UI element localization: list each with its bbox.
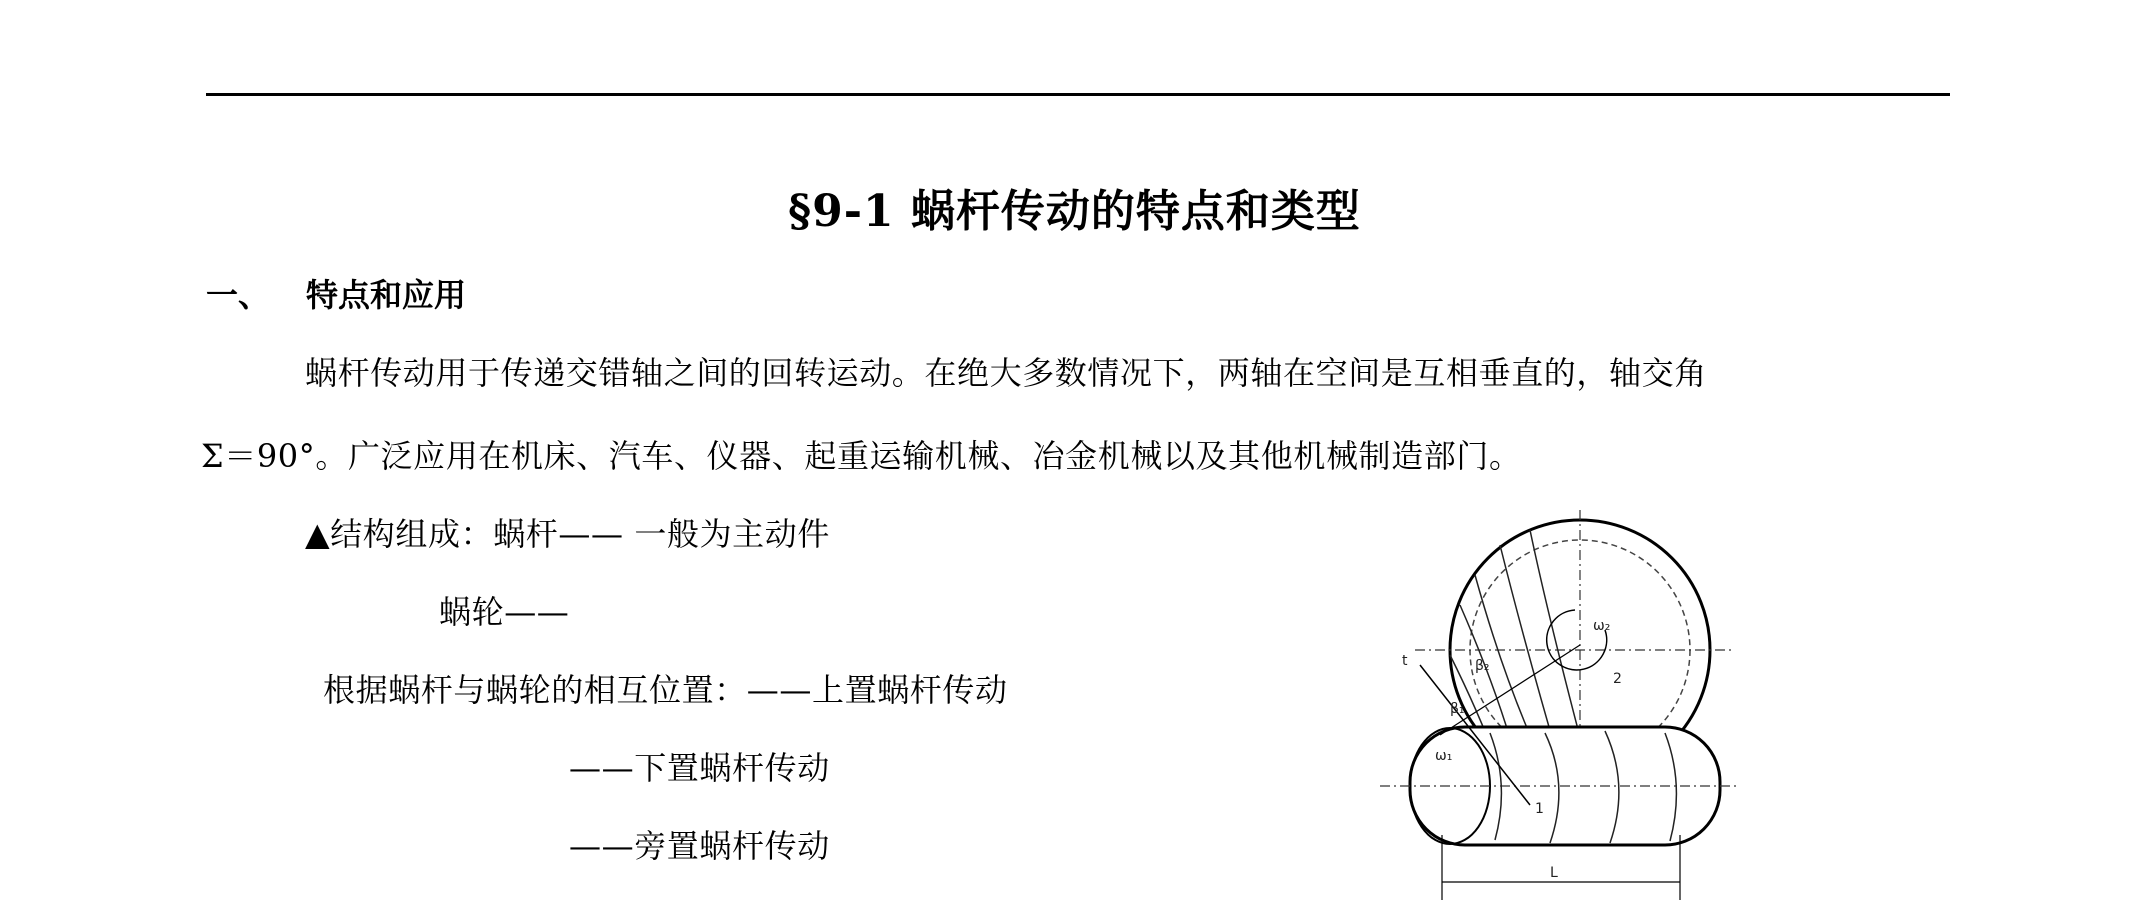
- section-heading: [206, 268, 466, 322]
- label-t: t: [1402, 653, 1408, 669]
- position-option-2: ——下置蜗杆传动: [569, 749, 830, 787]
- label-beta2: β₂: [1475, 658, 1490, 674]
- page-title: §9-1 蜗杆传动的特点和类型: [788, 186, 1361, 237]
- worm-gear-figure: [1380, 505, 1740, 900]
- paragraph-line-1: 蜗杆传动用于传递交错轴之间的回转运动。在绝大多数情况下，两轴在空间是互相垂直的，轴交角: [305, 354, 1707, 392]
- section-heading-text: 特点和应用: [306, 276, 467, 314]
- label-worm-number: 1: [1535, 801, 1544, 817]
- label-omega1: ω₁: [1435, 748, 1453, 764]
- position-option-3: ——旁置蜗杆传动: [569, 827, 830, 865]
- position-intro: 根据蜗杆与蜗轮的相互位置：——上置蜗杆传动: [323, 671, 1008, 709]
- section-number: 一、: [206, 276, 271, 314]
- structure-line-2: 蜗轮——: [439, 593, 570, 631]
- label-beta1: β₁: [1450, 701, 1465, 717]
- label-gear-number: 2: [1613, 671, 1622, 687]
- structure-line-1: ▲结构组成：蜗杆—— 一般为主动件: [305, 515, 830, 553]
- header-rule: [206, 93, 1950, 96]
- label-length: L: [1550, 865, 1558, 881]
- paragraph-line-2: Σ＝90°。广泛应用在机床、汽车、仪器、起重运输机械、冶金机械以及其他机械制造部门。: [201, 437, 1522, 475]
- helix-line-worm: [1440, 645, 1580, 735]
- label-omega2: ω₂: [1593, 618, 1611, 634]
- worm-gear-diagram: [1380, 505, 1740, 900]
